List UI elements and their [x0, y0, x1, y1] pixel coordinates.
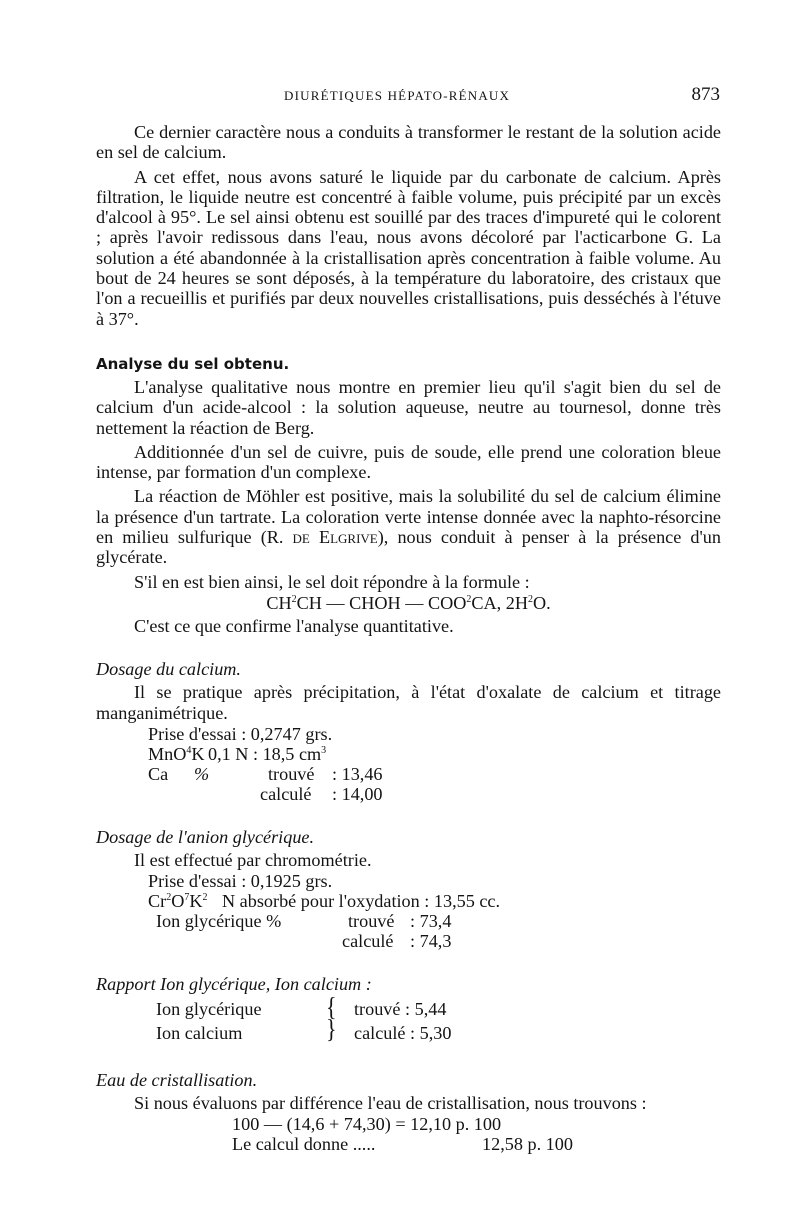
page-body: [96, 122, 721, 1154]
paragraph: Il se pratique après précipitation, à l'état d'oxalate de calcium et titrage manganimétrique.: [96, 682, 721, 723]
result-row: Prise d'essai : 0,1925 grs.: [148, 871, 333, 892]
paragraph: C'est ce que confirme l'analyse quantitative.: [134, 615, 454, 636]
result-row: Ca % trouvé : 13,46: [148, 763, 383, 784]
result-row: Prise d'essai : 0,2747 grs.: [148, 723, 333, 744]
running-head: DIURÉTIQUES HÉPATO-RÉNAUX: [284, 88, 511, 103]
result-row: Ion glycérique { trouvé : 5,44: [156, 991, 447, 1022]
paragraph: Si nous évaluons par différence l'eau de cristallisation, nous trouvons :: [134, 1093, 647, 1114]
result-row: Ion calcium } calculé : 5,30: [156, 1013, 452, 1044]
result-row: 100 — (14,6 + 74,30) = 12,10 p. 100: [232, 1114, 502, 1135]
chemical-formula: $CH^2CH$ — CHOH — COO$^2$CA, $2H^2O$.: [266, 592, 551, 613]
paragraph: La réaction de Möhler est positive, mais la solubilité du sel de calcium élimine la présence d'un tartrate. La coloration verte intense donnée avec la naphto-résorcine en milieu sulfurique (R. de Elgrive), nous conduit à penser à la présence d'un glycérate.: [96, 486, 721, 568]
author-citation: R. de Elgrive: [266, 527, 378, 548]
result-row: MnO$^4$K 0,1 N : 18,5 $cm^3$: [148, 743, 327, 764]
paragraph: S'il en est bien ainsi, le sel doit répondre à la formule :: [134, 571, 530, 592]
page-number: 873: [691, 84, 720, 105]
result-row: Le calcul donne ..... 12,58 p. 100: [232, 1134, 573, 1155]
paragraph: Additionnée d'un sel de cuivre, puis de soude, elle prend une coloration bleue intense, par formation d'un complexe.: [96, 441, 721, 483]
section-title: Dosage de l'anion glycérique.: [96, 826, 315, 847]
brace-icon: {: [326, 991, 337, 1022]
paragraph: Il est effectué par chromométrie.: [134, 849, 372, 870]
paragraph: Ce dernier caractère nous a conduits à transformer le restant de la solution acide en sel de calcium.: [96, 122, 721, 163]
section-title: Rapport Ion glycérique, Ion calcium :: [96, 974, 372, 995]
result-row: Ion glycérique % trouvé : 73,4: [156, 911, 452, 932]
section-heading: Analyse du sel obtenu.: [96, 354, 290, 373]
paragraph: A cet effet, nous avons saturé le liquide par du carbonate de calcium. Après filtration, le liquide neutre est concentré à faible volume, puis précipité par un excès d'alcool à 95°. Le sel ainsi obtenu est souillé par des traces d'impureté qui le colorent ; après l'avoir redissous dans l'eau, nous avons décoloré par l'acticarbone G. La solution a été abandonnée à la cristallisation après concentration à faible volume. Au bout de 24 heures se sont déposés, à la température du laboratoire, des cristaux que l'on a recueillis et purifiés par deux nouvelles cristallisations, puis desséchés à l'étuve à 37°.: [96, 166, 721, 329]
section-title: Eau de cristallisation.: [96, 1070, 258, 1091]
result-row: $Cr^2O^7K^2$ N absorbé pour l'oxydation : 13,55 cc.: [148, 891, 501, 912]
brace-icon: }: [326, 1013, 337, 1044]
page-header: [96, 84, 720, 108]
result-row: calculé : 14,00: [260, 783, 383, 804]
result-row: calculé : 74,3: [342, 931, 452, 952]
section-title: Dosage du calcium.: [96, 659, 241, 680]
paragraph: L'analyse qualitative nous montre en premier lieu qu'il s'agit bien du sel de calcium d'un acide-alcool : la solution aqueuse, neutre au tournesol, donne très nettement la réaction de Berg.: [96, 376, 721, 438]
